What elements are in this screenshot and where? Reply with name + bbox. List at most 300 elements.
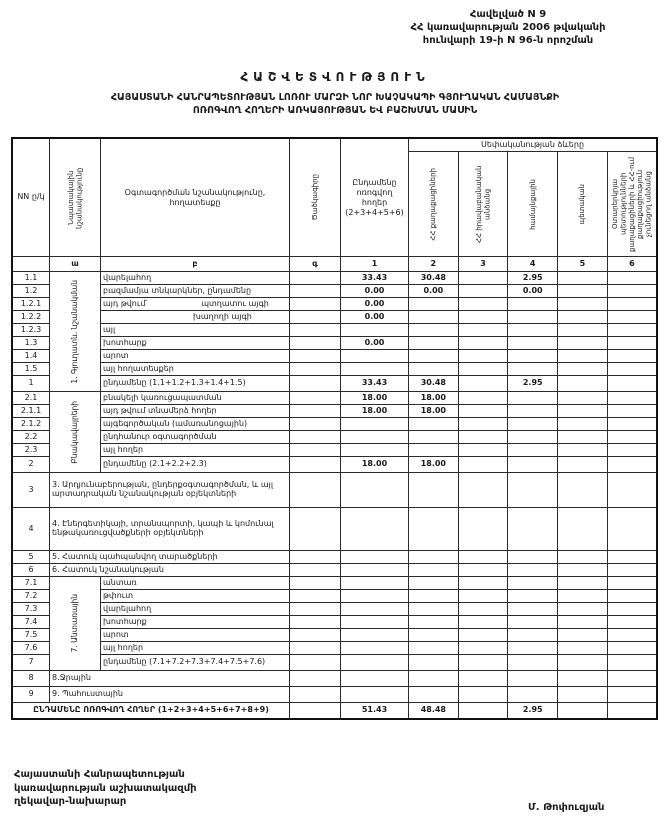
cell-value [458,285,508,298]
cell-value [409,298,459,311]
header-ownership-group: Սեփականության ձևերը [409,138,658,152]
cell-value [607,655,657,671]
cell-value [508,324,558,337]
signature-line-1: Հայաստանի Հանրապետության [14,769,185,780]
header-usage: Օգտագործման նշանակությունը, հողատեսքը [101,138,290,257]
cell-row-num: 1.2 [12,285,50,298]
cell-value [458,473,508,508]
cell-value [558,405,608,418]
cell-value: 18.00 [409,405,459,418]
cell-value [409,324,459,337]
cell-value [458,444,508,457]
cell-value: 30.48 [409,376,459,392]
cell-row-num: 1.2.1 [12,298,50,311]
index-cell: գ [290,257,341,272]
cell-row-label: այդ թվում տնամերձ հողեր [101,405,290,418]
cell-total [341,590,409,603]
table-row-subtotal [12,655,657,671]
section-1-label: 1. Գյուղատն. նշանակման [69,279,79,384]
signatory-name: Մ. Թոփուզյան [528,802,605,813]
header-code [290,138,341,257]
table-row-subtotal [12,457,657,473]
cell-value: 18.00 [409,457,459,473]
cell-row-label: ընդամենը (7.1+7.2+7.3+7.4+7.5+7.6) [101,655,290,671]
cell-total [341,324,409,337]
table-row [12,551,657,564]
cell-value [458,551,508,564]
cell-value [558,392,608,405]
index-cell: 3 [458,257,508,272]
cell-row-label: խաղողի այգի [101,311,290,324]
cell-value [508,311,558,324]
table-row [12,590,657,603]
cell-total [341,363,409,376]
row-label-right: պտղատու այգի [201,298,269,308]
cell-value [607,629,657,642]
header-purpose-text: Նպատակային նշանակությունը [66,166,83,229]
cell-value [409,603,459,616]
cell-value [558,444,608,457]
cell-value [508,418,558,431]
cell-total [341,616,409,629]
cell-value [558,376,608,392]
cell-value [508,671,558,687]
page-subtitle [0,92,670,118]
cell-value: 0.00 [409,285,459,298]
cell-total [341,642,409,655]
table-row-subtotal [12,376,657,392]
cell-code [290,603,341,616]
cell-total [341,551,409,564]
cell-row-label: ընդամենը (2.1+2.2+2.3) [101,457,290,473]
cell-code [290,350,341,363]
cell-code [290,508,341,551]
cell-row-label: խոտհարք [101,616,290,629]
cell-value [607,431,657,444]
cell-value [558,603,608,616]
cell-value [409,590,459,603]
cell-row-label: այլ [101,324,290,337]
cell-code [290,272,341,285]
cell-value [458,564,508,577]
index-cell: բ [101,257,290,272]
cell-value [409,444,459,457]
row-label-left: այդ թվում՝ [103,298,148,308]
cell-code [290,431,341,444]
table-row [12,687,657,703]
header-purpose [50,138,101,257]
cell-value [508,473,558,508]
cell-code [290,655,341,671]
cell-total [341,577,409,590]
cell-code [290,337,341,350]
cell-row-label: արոտ [101,350,290,363]
cell-value [458,508,508,551]
cell-row-num: 7 [12,655,50,671]
cell-total [341,418,409,431]
cell-value [458,363,508,376]
cell-row-num: 2 [12,457,50,473]
appendix-block [358,8,658,47]
cell-row-label: ընդհանուր օգտագործման [101,431,290,444]
cell-value [409,687,459,703]
cell-section-label [50,272,101,392]
cell-value [558,350,608,363]
cell-value [409,311,459,324]
index-cell: 4 [508,257,558,272]
cell-value [409,431,459,444]
cell-row-label: ընդամենը (1.1+1.2+1.3+1.4+1.5) [101,376,290,392]
cell-value [409,671,459,687]
cell-row-num: 2.3 [12,444,50,457]
table-header-group-row [12,138,657,152]
header-own-state-text: պետական [578,183,587,225]
cell-total [341,687,409,703]
index-cell: 5 [558,257,608,272]
cell-value [558,418,608,431]
table-row [12,418,657,431]
cell-value: 2.95 [508,272,558,285]
cell-value [458,616,508,629]
cell-code [290,671,341,687]
table-row [12,603,657,616]
cell-value [607,457,657,473]
cell-row-label: այգեգործական (ամառանոցային) [101,418,290,431]
cell-value [458,272,508,285]
cell-value [458,687,508,703]
cell-value [409,564,459,577]
cell-value [508,363,558,376]
cell-code [290,473,341,508]
cell-row-num: 8 [12,671,50,687]
cell-value [607,376,657,392]
subtitle-line-1: ՀԱՅԱՍՏԱՆԻ ՀԱՆՐԱՊԵՏՈՒԹՅԱՆ ԼՈՌՈՒ ՄԱՐԶԻ ՆՈՐ ԽԱՉԱԿԱՊԻ ԳՅՈՒՂԱԿԱՆ ՀԱՄԱՅՆՔԻ [110,92,560,103]
cell-total [341,473,409,508]
cell-row-num: 1.5 [12,363,50,376]
cell-value [508,508,558,551]
cell-row-num: 3 [12,473,50,508]
cell-value [458,431,508,444]
header-code-text: Ծածկագիրը [310,174,319,221]
cell-value [508,590,558,603]
signature-line-3: ղեկավար-նախարար [14,796,127,807]
cell-value [508,405,558,418]
cell-code [290,457,341,473]
cell-value [508,642,558,655]
cell-value [558,272,608,285]
report-table [11,137,658,720]
cell-value: 48.48 [409,703,459,720]
cell-value [558,590,608,603]
cell-value [558,285,608,298]
cell-code [290,298,341,311]
index-row [12,257,657,272]
cell-total [341,350,409,363]
header-own-foreign-text: Օտարերկրյա պետությունների քաղաքացիների և ՀՀ-ում քաղաքացիություն չունեցող անձանց [610,156,653,252]
cell-code [290,577,341,590]
index-cell: 2 [409,257,459,272]
section-2-label: Բնակավայրերի [69,400,79,464]
cell-row-label: թփուտ [101,590,290,603]
cell-value [409,577,459,590]
cell-value [558,616,608,629]
cell-value [508,444,558,457]
header-own-legal [458,152,508,257]
table-row [12,508,657,551]
cell-value [458,311,508,324]
cell-value [607,551,657,564]
cell-value [458,703,508,720]
cell-value [458,603,508,616]
cell-value [409,508,459,551]
cell-row-label: խոտհարք [101,337,290,350]
cell-value [607,687,657,703]
cell-value [458,671,508,687]
cell-value [508,655,558,671]
index-cell: 1 [341,257,409,272]
section-7-label: 7. Անտառային [69,594,79,653]
cell-value [508,629,558,642]
table-row [12,642,657,655]
cell-value [607,392,657,405]
table-row [12,363,657,376]
cell-value [558,508,608,551]
cell-row-num: 7.5 [12,629,50,642]
cell-code [290,551,341,564]
cell-value [607,577,657,590]
cell-code [290,311,341,324]
appendix-line-2: ՀՀ կառավարության 2006 թվականի [410,22,606,33]
cell-value [458,337,508,350]
cell-value [409,551,459,564]
table-row [12,564,657,577]
cell-value [607,444,657,457]
cell-value: 2.95 [508,703,558,720]
cell-value [607,405,657,418]
cell-total [341,508,409,551]
cell-code [290,324,341,337]
cell-value [409,629,459,642]
cell-row-num: 7.3 [12,603,50,616]
cell-value [558,655,608,671]
cell-row-num: 7.4 [12,616,50,629]
cell-value [607,603,657,616]
cell-value [508,616,558,629]
cell-code [290,376,341,392]
cell-value [409,350,459,363]
header-nn: NN ը/կ [12,138,50,257]
cell-code [290,687,341,703]
cell-value [458,642,508,655]
cell-value [558,431,608,444]
cell-code [290,418,341,431]
cell-row-label: վարելահող [101,603,290,616]
cell-value [409,616,459,629]
cell-value [458,577,508,590]
cell-total [341,671,409,687]
cell-value [607,272,657,285]
table-row [12,272,657,285]
cell-row-num: 1.3 [12,337,50,350]
cell-row-num: 1 [12,376,50,392]
table-row [12,392,657,405]
cell-code [290,285,341,298]
cell-row-label: 6. Հատուկ նշանակության [50,564,290,577]
cell-value: 30.48 [409,272,459,285]
cell-value [558,642,608,655]
cell-total [341,629,409,642]
cell-grand-label: ԸՆԴԱՄԵՆԸ ՈՌՈԳՎՈՂ ՀՈՂԵՐ (1+2+3+4+5+6+7+8+9) [12,703,290,720]
cell-value [458,392,508,405]
cell-section-label [50,392,101,473]
cell-value [508,603,558,616]
cell-total [341,444,409,457]
index-cell: 6 [607,257,657,272]
cell-row-num: 1.1 [12,272,50,285]
cell-row-label: այլ հողատեսքեր [101,363,290,376]
cell-value [607,418,657,431]
cell-value [607,311,657,324]
cell-row-label: 8.Ջրային [50,671,290,687]
cell-value [558,337,608,350]
cell-value [558,473,608,508]
cell-value [458,590,508,603]
cell-value [458,405,508,418]
table-row [12,337,657,350]
table-row [12,324,657,337]
table-row [12,285,657,298]
signature-line-2: կառավարության աշխատակազմի [14,782,197,794]
cell-code [290,405,341,418]
cell-value [607,671,657,687]
subtitle-line-2: ՈՌՈԳՎՈՂ ՀՈՂԵՐԻ ԱՌԿԱՅՈՒԹՅԱՆ ԵՎ ԲԱՇԽՄԱՆ ՄԱՍԻՆ [192,104,478,116]
cell-value [409,655,459,671]
cell-row-label: բազմամյա տնկարկներ, ընդամենը [101,285,290,298]
cell-value [607,508,657,551]
cell-value: 2.95 [508,376,558,392]
cell-code [290,392,341,405]
cell-value [607,324,657,337]
cell-section-label [50,577,101,671]
cell-value [508,298,558,311]
cell-value [508,392,558,405]
cell-value [409,418,459,431]
cell-code [290,642,341,655]
cell-row-num: 1.4 [12,350,50,363]
table-row [12,671,657,687]
cell-code [290,703,341,720]
cell-value [458,418,508,431]
cell-value [558,363,608,376]
cell-value [508,337,558,350]
cell-value [607,590,657,603]
cell-row-label: բնակելի կառուցապատման [101,392,290,405]
cell-total: 0.00 [341,285,409,298]
appendix-line-1: Հավելված N 9 [469,9,547,20]
signature-block [14,768,197,809]
cell-value [558,703,608,720]
cell-value [607,564,657,577]
cell-row-label [101,298,290,311]
table-row [12,577,657,590]
header-own-citizens-text: ՀՀ քաղաքացիների [429,167,438,241]
cell-value [558,551,608,564]
cell-row-num: 2.2 [12,431,50,444]
cell-row-label: անտառ [101,577,290,590]
cell-value [558,298,608,311]
cell-row-num: 7.2 [12,590,50,603]
cell-value: 0.00 [508,285,558,298]
cell-value [558,671,608,687]
title-block [0,70,670,118]
cell-row-num: 2.1.2 [12,418,50,431]
cell-row-label: այլ հողեր [101,642,290,655]
cell-row-label: 5. Հատուկ պահպանվող տարածքների [50,551,290,564]
cell-total [341,564,409,577]
cell-value [458,629,508,642]
cell-value [558,457,608,473]
cell-value [607,298,657,311]
cell-value [458,324,508,337]
index-cell [12,257,50,272]
cell-total [341,655,409,671]
cell-value [458,298,508,311]
cell-value [458,457,508,473]
cell-row-num: 6 [12,564,50,577]
header-total: Ընդամենը ոռոգվող հողեր (2+3+4+5+6) [341,138,409,257]
table-row [12,473,657,508]
cell-value [607,350,657,363]
table-row [12,616,657,629]
cell-value [558,687,608,703]
cell-total [341,431,409,444]
cell-row-label: 9. Պահուստային [50,687,290,703]
cell-code [290,564,341,577]
cell-total: 18.00 [341,405,409,418]
cell-value [558,629,608,642]
cell-total: 18.00 [341,457,409,473]
cell-row-label: արոտ [101,629,290,642]
cell-code [290,363,341,376]
table-row [12,350,657,363]
cell-value [558,577,608,590]
cell-value [508,551,558,564]
cell-total: 33.43 [341,376,409,392]
cell-total [341,603,409,616]
cell-value [508,687,558,703]
cell-total: 18.00 [341,392,409,405]
cell-row-num: 1.2.3 [12,324,50,337]
table-row-grand-total [12,703,657,720]
header-own-community-text: համայնքային [528,178,537,230]
cell-value [558,564,608,577]
cell-value [458,655,508,671]
cell-value [558,324,608,337]
cell-row-num: 9 [12,687,50,703]
cell-value [607,473,657,508]
header-own-state [558,152,608,257]
cell-row-num: 4 [12,508,50,551]
table-row [12,405,657,418]
cell-value [409,473,459,508]
cell-total: 33.43 [341,272,409,285]
cell-value [607,703,657,720]
cell-value [607,285,657,298]
table-row [12,431,657,444]
cell-value: 18.00 [409,392,459,405]
cell-value [607,616,657,629]
cell-row-num: 2.1 [12,392,50,405]
